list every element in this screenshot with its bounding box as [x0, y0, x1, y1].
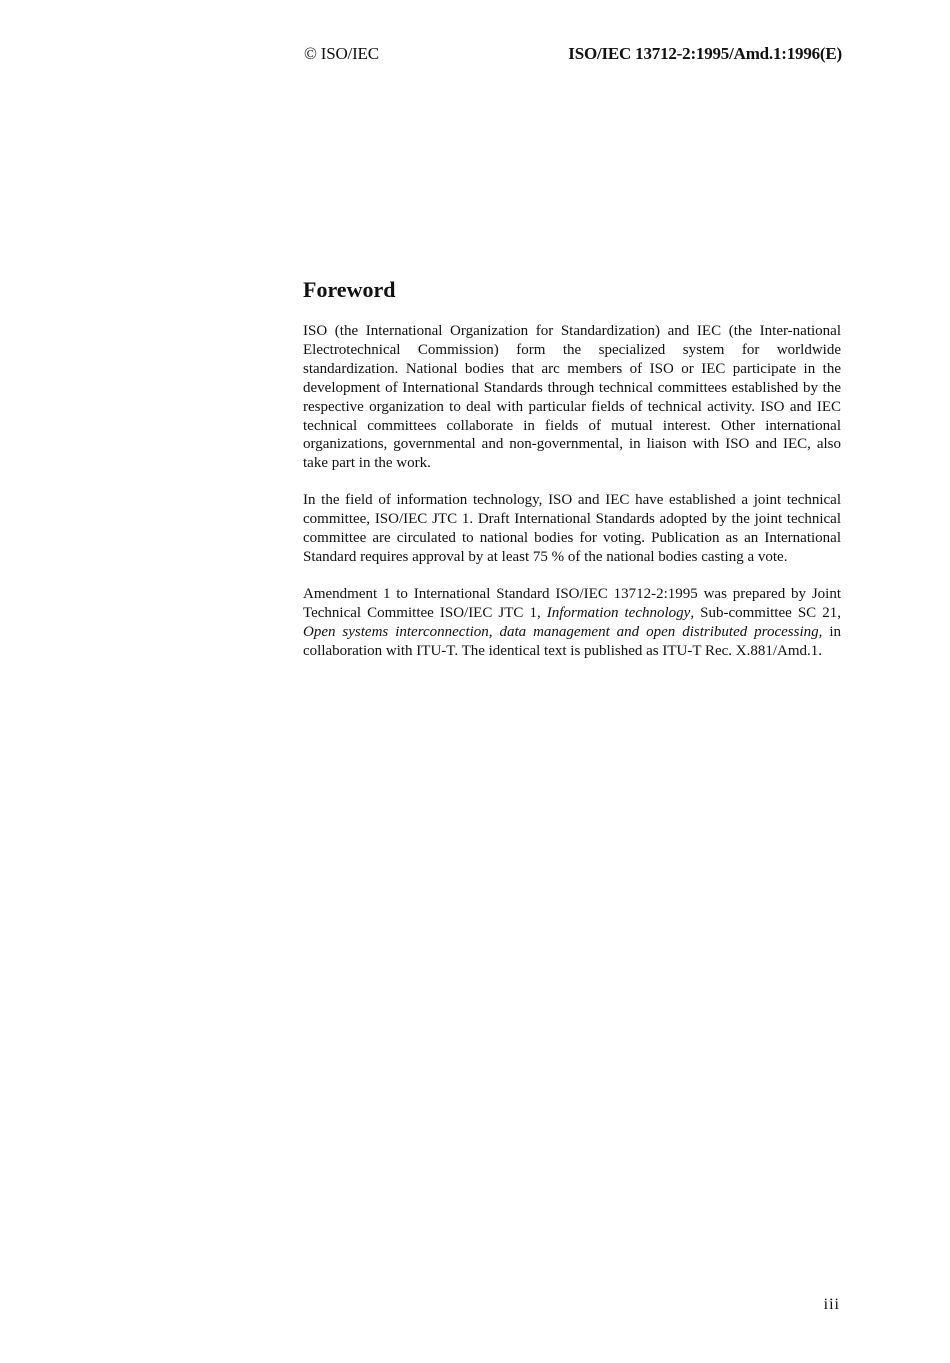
- page-number: iii: [823, 1296, 840, 1313]
- paragraph-iso-iec-intro: ISO (the International Organization for Standardization) and IEC (the Inter-national Electrotechnical Commission) form the specialized system for worldwide standardization. National bodies that arc members of ISO or IEC participate in the development of International Standards through technical committees established by the respective organization to deal with particular fields of technical activity. ISO and IEC technical committees collaborate in fields of mutual interest. Other international organizations, governmental and non-governmental, in liaison with ISO and IEC, also take part in the work.: [303, 323, 841, 472]
- amendment-title-italic-1: Information technology: [546, 604, 691, 621]
- header-document-number: ISO/IEC 13712-2:1995/Amd.1:1996(E): [568, 44, 842, 63]
- foreword-body: [303, 322, 841, 679]
- paragraph-amendment: [303, 585, 841, 661]
- amendment-title-italic-2: Open systems interconnection, data management and open distributed processing,: [303, 623, 823, 640]
- header-copyright: © ISO/IEC: [304, 44, 379, 63]
- paragraph-jtc1: In the field of information technology, ISO and IEC have established a joint technical committee, ISO/IEC JTC 1. Draft International Standards adopted by the joint technical committee are circulated to national bodies for voting. Publication as an International Standard requires approval by at least 75 % of the national bodies casting a vote.: [303, 492, 841, 565]
- amendment-text-2: , Sub-committee SC 21,: [690, 604, 841, 621]
- amendment-text-1: Amendment 1 to International Standard ISO/IEC 13712-2:1995 was prepared by Joint Technical Committee ISO/IEC JTC 1,: [303, 585, 841, 621]
- foreword-heading: Foreword: [303, 277, 396, 302]
- amendment-text-3: in collaboration with ITU-T. The identical text is published as ITU-T Rec. X.881/Amd.1.: [303, 623, 841, 659]
